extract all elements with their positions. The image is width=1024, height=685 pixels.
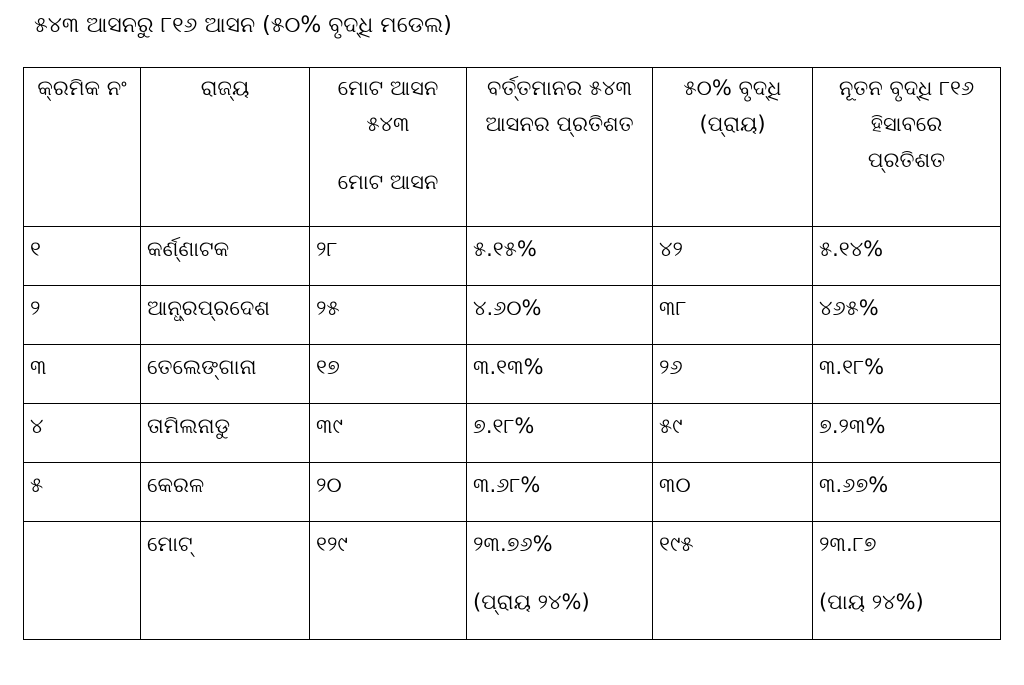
- header-total-seats-line-3: ମୋଟ ଆସନ: [337, 170, 439, 194]
- cell-seats: ୧୭: [310, 345, 467, 404]
- cell-increase: ୫୯: [653, 404, 813, 463]
- cell-new-percent: ୪୬୫%: [813, 286, 1001, 345]
- total-current-percent-approx: (ପ୍ରାୟ ୨୪%): [473, 590, 590, 614]
- cell-current-percent: ୭.୧୮%: [467, 404, 653, 463]
- cell-state: ତାମିଲନାଡୁ: [141, 404, 310, 463]
- cell-increase: ୪୨: [653, 227, 813, 286]
- cell-new-percent: ୭.୨୩%: [813, 404, 1001, 463]
- header-current-percent-line-1: ବର୍ତ୍ତମାନର ୫୪୩: [487, 76, 632, 100]
- total-state-label: ମୋଟ୍: [141, 522, 310, 640]
- header-increase: [653, 68, 813, 227]
- cell-seats: ୨୮: [310, 227, 467, 286]
- cell-current-percent: ୩.୧୩%: [467, 345, 653, 404]
- total-serial: [24, 522, 141, 640]
- total-row: [24, 522, 1001, 640]
- table-row: [24, 286, 1001, 345]
- header-total-seats-line-2: ୫୪୩: [366, 112, 410, 136]
- cell-serial: ୪: [24, 404, 141, 463]
- table-row: [24, 463, 1001, 522]
- cell-increase: ୩୦: [653, 463, 813, 522]
- cell-state: କର୍ଣ୍ଣାଟକ: [141, 227, 310, 286]
- cell-serial: ୩: [24, 345, 141, 404]
- header-total-seats: [310, 68, 467, 227]
- header-total-seats-line-1: ମୋଟ ଆସନ: [337, 76, 439, 100]
- header-new-percent-line-2: ହିସାବରେ: [870, 112, 943, 136]
- cell-new-percent: ୫.୧୪%: [813, 227, 1001, 286]
- header-state-label: ରାଜ୍ୟ: [200, 76, 250, 100]
- cell-state: କେରଳ: [141, 463, 310, 522]
- header-serial-label: କ୍ରମିକ ନଂ: [37, 76, 127, 100]
- cell-serial: ୫: [24, 463, 141, 522]
- header-current-percent: [467, 68, 653, 227]
- cell-current-percent: ୩.୬୮%: [467, 463, 653, 522]
- total-new-percent-value: ୨୩.୮୭: [819, 532, 877, 556]
- cell-current-percent: ୫.୧୫%: [467, 227, 653, 286]
- header-serial: [24, 68, 141, 227]
- total-new-percent-approx: (ପାୟ ୨୪%): [819, 590, 924, 614]
- document-title: ୫୪୩ ଆସନରୁ ୮୧୬ ଆସନ (୫୦% ବୃଦ୍ଧି ମଡେଲ): [34, 13, 452, 38]
- cell-current-percent: ୪.୬୦%: [467, 286, 653, 345]
- total-current-percent-value: ୨୩.୭୬%: [473, 532, 553, 556]
- header-state: [141, 68, 310, 227]
- cell-increase: ୩୮: [653, 286, 813, 345]
- cell-seats: ୨୦: [310, 463, 467, 522]
- cell-serial: ୨: [24, 286, 141, 345]
- total-increase: ୧୯୫: [653, 522, 813, 640]
- cell-new-percent: ୩.୬୭%: [813, 463, 1001, 522]
- seat-distribution-table: [23, 67, 1001, 640]
- total-new-percent: [813, 522, 1001, 640]
- header-row: [24, 68, 1001, 227]
- header-increase-line-1: ୫୦% ବୃଦ୍ଧି: [683, 76, 782, 100]
- table-row: [24, 345, 1001, 404]
- cell-state: ଆନ୍ଧ୍ରପ୍ରଦେଶ: [141, 286, 310, 345]
- cell-seats: ୨୫: [310, 286, 467, 345]
- cell-new-percent: ୩.୧୮%: [813, 345, 1001, 404]
- table-row: [24, 404, 1001, 463]
- cell-serial: ୧: [24, 227, 141, 286]
- header-increase-line-2: (ପ୍ରାୟ): [699, 112, 766, 136]
- total-seats: ୧୨୯: [310, 522, 467, 640]
- header-new-percent-line-1: ନୂତନ ବୃଦ୍ଧି ୮୧୬: [838, 76, 975, 100]
- cell-increase: ୨୬: [653, 345, 813, 404]
- table-row: [24, 227, 1001, 286]
- cell-state: ତେଲେଙ୍ଗାନା: [141, 345, 310, 404]
- header-current-percent-line-2: ଆସନର ପ୍ରତିଶତ: [485, 112, 634, 136]
- header-new-percent: [813, 68, 1001, 227]
- total-current-percent: [467, 522, 653, 640]
- cell-seats: ୩୯: [310, 404, 467, 463]
- header-new-percent-line-3: ପ୍ରତିଶତ: [867, 148, 946, 172]
